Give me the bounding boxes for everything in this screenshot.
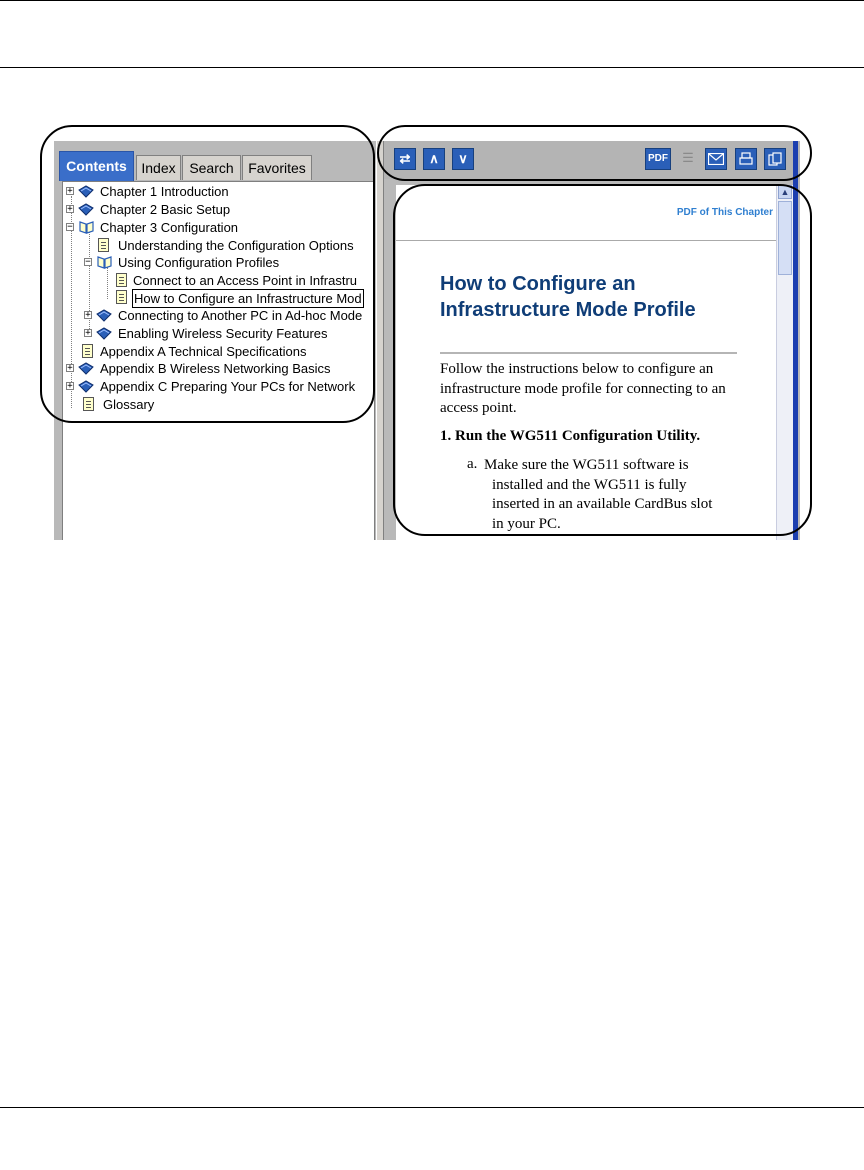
pdf-chapter-link[interactable]: PDF of This Chapter bbox=[676, 207, 773, 218]
collapse-icon[interactable]: − bbox=[85, 257, 91, 267]
tab-search[interactable]: Search bbox=[182, 155, 241, 180]
tree-item-label: Chapter 1 Introduction bbox=[100, 184, 229, 199]
tree-item-label: Appendix A Technical Specifications bbox=[100, 344, 307, 359]
tree-item-label: Connect to an Access Point in Infrastru bbox=[133, 273, 358, 288]
tree-item-label: Using Configuration Profiles bbox=[118, 255, 280, 270]
tree-item-label-selected: How to Configure an Infrastructure Mod bbox=[134, 291, 362, 306]
expand-icon[interactable]: + bbox=[85, 310, 91, 320]
tree-item-label: Chapter 3 Configuration bbox=[100, 220, 239, 235]
intro-paragraph: Follow the instructions below to configure an infrastructure mode profile for connecting to an access point. bbox=[440, 361, 726, 416]
substep-text: Make sure the WG511 software is installed and the WG511 is fully inserted in an available CardBus slot in your PC. bbox=[484, 457, 713, 532]
step-heading: 1. Run the WG511 Configuration Utility. bbox=[440, 428, 701, 444]
tab-index[interactable]: Index bbox=[136, 155, 181, 180]
callout-oval-toolbar bbox=[377, 125, 812, 181]
expand-icon[interactable]: + bbox=[67, 186, 73, 196]
expand-icon[interactable]: + bbox=[67, 204, 73, 214]
expand-icon[interactable]: + bbox=[85, 328, 91, 338]
tab-contents[interactable]: Contents bbox=[59, 151, 134, 181]
pane-splitter[interactable] bbox=[376, 141, 384, 540]
tree-item-label: Understanding the Configuration Options bbox=[118, 238, 354, 253]
collapse-icon[interactable]: − bbox=[67, 222, 73, 232]
tree-item-label: Appendix C Preparing Your PCs for Network bbox=[100, 379, 356, 394]
expand-icon[interactable]: + bbox=[67, 363, 73, 373]
notes-icon: ☰ bbox=[682, 150, 694, 165]
page-footer-rule bbox=[0, 1107, 864, 1108]
expand-icon[interactable]: + bbox=[67, 381, 73, 391]
tab-favorites[interactable]: Favorites bbox=[242, 155, 312, 180]
tree-item-label: Glossary bbox=[103, 397, 155, 412]
substep-letter: a. bbox=[467, 456, 478, 472]
scroll-up-icon[interactable]: ▲ bbox=[778, 185, 792, 199]
tree-item-label: Enabling Wireless Security Features bbox=[118, 326, 328, 341]
up-arrow-icon: ∧ bbox=[429, 151, 439, 166]
document-title: How to Configure an Infrastructure Mode Profile bbox=[440, 273, 696, 321]
sync-icon: ⇄ bbox=[399, 151, 411, 166]
callout-oval-navigation bbox=[40, 125, 375, 423]
page-header-rule bbox=[0, 67, 864, 68]
pdf-button[interactable]: PDF bbox=[645, 148, 671, 170]
page-top-rule bbox=[0, 0, 864, 1]
tree-item-label: Connecting to Another PC in Ad-hoc Mode bbox=[118, 308, 363, 323]
down-arrow-icon: ∨ bbox=[458, 151, 468, 166]
tree-item-label: Chapter 2 Basic Setup bbox=[100, 202, 231, 217]
tree-item-label: Appendix B Wireless Networking Basics bbox=[100, 361, 331, 376]
callout-oval-content bbox=[393, 184, 812, 536]
